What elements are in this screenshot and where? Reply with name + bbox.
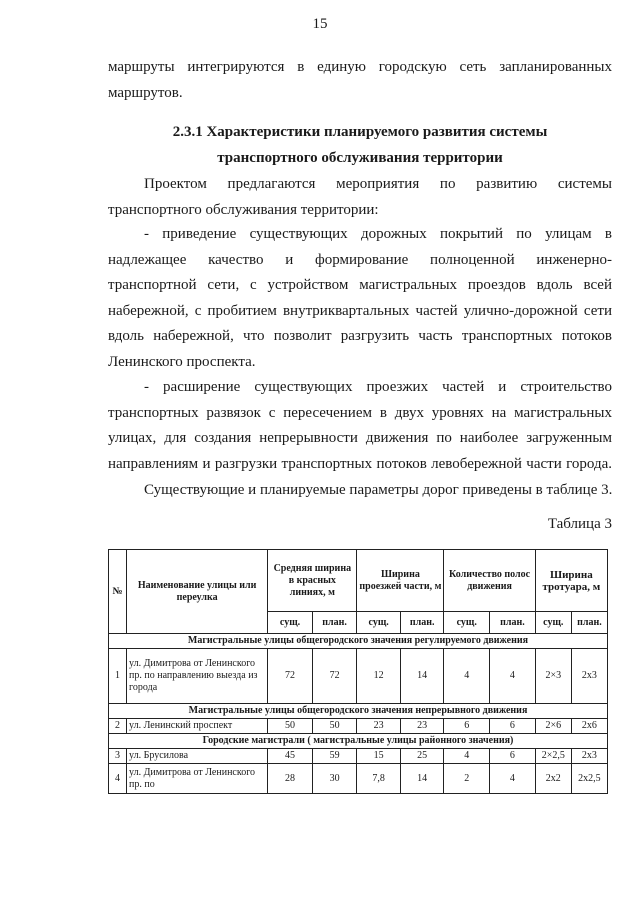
roads-table [108, 549, 608, 794]
cell-side-plan: 2х6 [571, 719, 607, 734]
text-line: надлежащее качество и формирование полноценной инженерно- [108, 251, 612, 268]
table-row [109, 764, 608, 794]
text-line: - приведение существующих дорожных покрытий по улицам в [144, 226, 612, 242]
sub-plan: план. [400, 612, 444, 634]
cell-road-plan: 14 [400, 764, 444, 794]
text-line: Существующие и планируемые параметры дорог приведены в таблице 3. [144, 482, 613, 498]
table-row [109, 719, 608, 734]
text-line: транспортного обслуживания территории: [108, 201, 379, 218]
cell-lanes-exist: 2 [444, 764, 490, 794]
section-title: Магистральные улицы общегородского значения непрерывного движения [109, 704, 608, 719]
sub-plan: план. [571, 612, 607, 634]
text-line: маршруты интегрируются в единую городскую сеть запланированных [108, 59, 612, 75]
cell-avg-plan: 72 [312, 649, 357, 704]
cell-side-plan: 2х2,5 [571, 764, 607, 794]
col-num-header: № [109, 550, 127, 634]
cell-name: ул. Димитрова от Ленинского пр. по направлению выезда из города [127, 649, 268, 704]
cell-lanes-plan: 6 [490, 719, 536, 734]
col-avg-width-header: Средняя ширина в красных линиях, м [268, 550, 357, 612]
cell-side-exist: 2×6 [535, 719, 571, 734]
paragraph-1 [108, 172, 612, 223]
text-line: транспортной сети, с устройством магистральных проездов вдоль всей [108, 277, 612, 293]
cell-side-exist: 2×2,5 [535, 749, 571, 764]
sub-exist: сущ. [268, 612, 313, 634]
cell-name: ул. Димитрова от Ленинского пр. по [127, 764, 268, 794]
heading-line: транспортного обслуживания территории [217, 150, 503, 166]
cell-num: 2 [109, 719, 127, 734]
sub-plan: план. [490, 612, 536, 634]
cell-side-exist: 2×3 [535, 649, 571, 704]
section-heading [108, 119, 612, 171]
text-line: Ленинского проспекта. [108, 353, 256, 370]
table-row [109, 649, 608, 704]
text-line: Проектом предлагаются мероприятия по развитию системы [144, 176, 612, 192]
cell-side-plan: 2х3 [571, 749, 607, 764]
col-road-width-header: Ширина проезжей части, м [357, 550, 444, 612]
cell-side-exist: 2х2 [535, 764, 571, 794]
cell-road-plan: 25 [400, 749, 444, 764]
cell-avg-plan: 30 [312, 764, 357, 794]
sub-exist: сущ. [535, 612, 571, 634]
page-number: 15 [312, 16, 328, 32]
cell-road-plan: 14 [400, 649, 444, 704]
sub-exist: сущ. [444, 612, 490, 634]
text-line: вдоль набережной, что позволит разгрузить часть транспортных потоков [108, 328, 612, 344]
table-caption: Таблица 3 [547, 516, 612, 532]
cell-num: 4 [109, 764, 127, 794]
cell-road-exist: 23 [357, 719, 401, 734]
cell-num: 3 [109, 749, 127, 764]
col-lanes-header: Количество полос движения [444, 550, 535, 612]
bullet-1 [108, 222, 612, 375]
section-title: Городские магистрали ( магистральные улицы районного значения) [109, 734, 608, 749]
text-line: направлениям и разгрузки транспортных потоков левобережной части города. [108, 455, 612, 472]
heading-line: 2.3.1 Характеристики планируемого развития системы [172, 124, 548, 140]
sub-exist: сущ. [357, 612, 401, 634]
text-line: маршрутов. [108, 84, 183, 101]
cell-lanes-plan: 6 [490, 749, 536, 764]
cell-avg-plan: 59 [312, 749, 357, 764]
cell-lanes-plan: 4 [490, 764, 536, 794]
cell-road-plan: 23 [400, 719, 444, 734]
intro-paragraph [108, 55, 612, 106]
section-row [109, 704, 608, 719]
cell-road-exist: 7,8 [357, 764, 401, 794]
cell-avg-exist: 28 [268, 764, 313, 794]
col-name-header: Наименование улицы или переулка [127, 550, 268, 634]
text-line: транспортных развязок с пересечением в двух уровнях на магистральных [108, 404, 612, 421]
table-row [109, 749, 608, 764]
sub-plan: план. [312, 612, 357, 634]
cell-avg-exist: 50 [268, 719, 313, 734]
cell-side-plan: 2х3 [571, 649, 607, 704]
cell-road-exist: 12 [357, 649, 401, 704]
cell-lanes-plan: 4 [490, 649, 536, 704]
text-line: улицах, для создания непрерывности движения по наиболее загруженным [108, 430, 612, 446]
section-title: Магистральные улицы общегородского значения регулируемого движения [109, 634, 608, 649]
cell-avg-exist: 72 [268, 649, 313, 704]
cell-avg-plan: 50 [312, 719, 357, 734]
cell-avg-exist: 45 [268, 749, 313, 764]
cell-road-exist: 15 [357, 749, 401, 764]
paragraph-2 [108, 478, 612, 504]
text-line: набережной, с пробитием внутриквартальных частей улично-дорожной сети [108, 302, 612, 319]
section-row [109, 734, 608, 749]
cell-num: 1 [109, 649, 127, 704]
cell-name: ул. Брусилова [127, 749, 268, 764]
table-header-row [109, 550, 608, 612]
section-row [109, 634, 608, 649]
cell-lanes-exist: 4 [444, 749, 490, 764]
cell-lanes-exist: 4 [444, 649, 490, 704]
text-line: - расширение существующих проезжих частей и строительство [144, 379, 612, 395]
cell-lanes-exist: 6 [444, 719, 490, 734]
bullet-2 [108, 375, 612, 477]
col-sidewalk-header: Ширина тротуара, м [535, 550, 607, 612]
cell-name: ул. Ленинский проспект [127, 719, 268, 734]
